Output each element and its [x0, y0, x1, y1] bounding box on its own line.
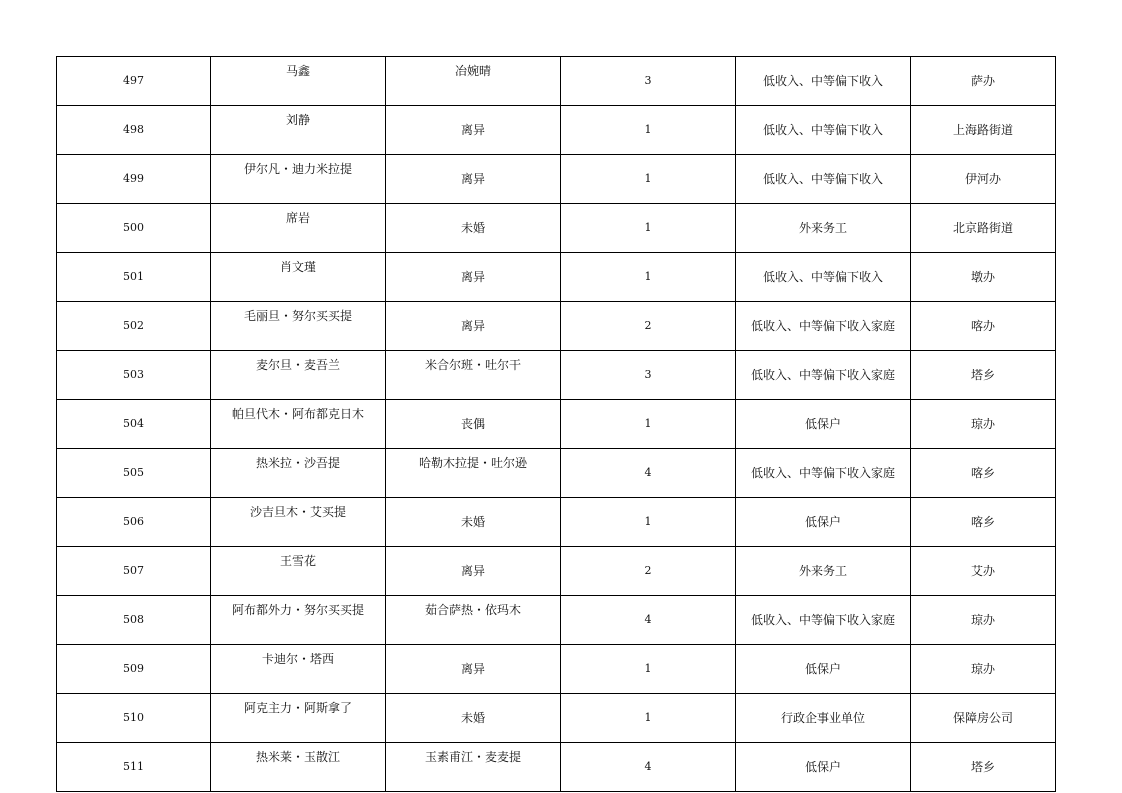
- cell-area: 喀乡: [911, 498, 1056, 547]
- cell-area: 北京路街道: [911, 204, 1056, 253]
- cell-household-size: 3: [561, 351, 736, 400]
- cell-spouse-status: 玉素甫江・麦麦提: [386, 743, 561, 792]
- cell-area: 墩办: [911, 253, 1056, 302]
- cell-household-size: 1: [561, 498, 736, 547]
- cell-spouse-status: 茹合萨热・依玛木: [386, 596, 561, 645]
- table-row: [57, 302, 1056, 351]
- table-row: [57, 547, 1056, 596]
- cell-area: 塔乡: [911, 351, 1056, 400]
- cell-area: 喀乡: [911, 449, 1056, 498]
- table-row: [57, 57, 1056, 106]
- cell-area: 喀办: [911, 302, 1056, 351]
- cell-number: 509: [57, 645, 211, 694]
- table-row: [57, 498, 1056, 547]
- cell-area: 琼办: [911, 400, 1056, 449]
- cell-name: 阿克主力・阿斯拿了: [211, 694, 386, 743]
- cell-category: 低收入、中等偏下收入家庭: [736, 596, 911, 645]
- cell-category: 低保户: [736, 498, 911, 547]
- cell-name: 刘静: [211, 106, 386, 155]
- table-row: [57, 645, 1056, 694]
- cell-household-size: 1: [561, 155, 736, 204]
- cell-spouse-status: 离异: [386, 106, 561, 155]
- cell-category: 低收入、中等偏下收入: [736, 253, 911, 302]
- cell-spouse-status: 哈勒木拉提・吐尔逊: [386, 449, 561, 498]
- cell-category: 外来务工: [736, 547, 911, 596]
- cell-household-size: 1: [561, 694, 736, 743]
- cell-area: 保障房公司: [911, 694, 1056, 743]
- cell-name: 沙吉旦木・艾买提: [211, 498, 386, 547]
- cell-area: 琼办: [911, 645, 1056, 694]
- cell-number: 507: [57, 547, 211, 596]
- cell-household-size: 4: [561, 596, 736, 645]
- cell-name: 帕旦代木・阿布都克日木: [211, 400, 386, 449]
- cell-category: 外来务工: [736, 204, 911, 253]
- cell-name: 席岩: [211, 204, 386, 253]
- cell-category: 低保户: [736, 645, 911, 694]
- cell-number: 506: [57, 498, 211, 547]
- table-row: [57, 449, 1056, 498]
- cell-spouse-status: 未婚: [386, 694, 561, 743]
- cell-household-size: 1: [561, 645, 736, 694]
- table-row: [57, 253, 1056, 302]
- table-row: [57, 106, 1056, 155]
- cell-spouse-status: 丧偶: [386, 400, 561, 449]
- table-row: [57, 204, 1056, 253]
- cell-spouse-status: 离异: [386, 253, 561, 302]
- cell-household-size: 1: [561, 253, 736, 302]
- cell-household-size: 2: [561, 547, 736, 596]
- cell-category: 低收入、中等偏下收入家庭: [736, 449, 911, 498]
- cell-area: 上海路街道: [911, 106, 1056, 155]
- cell-spouse-status: 离异: [386, 645, 561, 694]
- cell-name: 卡迪尔・塔西: [211, 645, 386, 694]
- cell-category: 低收入、中等偏下收入家庭: [736, 302, 911, 351]
- cell-name: 阿布都外力・努尔买买提: [211, 596, 386, 645]
- table-row: [57, 400, 1056, 449]
- table-row: [57, 596, 1056, 645]
- cell-spouse-status: 未婚: [386, 498, 561, 547]
- cell-name: 麦尔旦・麦吾兰: [211, 351, 386, 400]
- cell-number: 508: [57, 596, 211, 645]
- cell-number: 499: [57, 155, 211, 204]
- cell-area: 萨办: [911, 57, 1056, 106]
- cell-spouse-status: 离异: [386, 547, 561, 596]
- cell-name: 马鑫: [211, 57, 386, 106]
- cell-area: 伊河办: [911, 155, 1056, 204]
- cell-household-size: 2: [561, 302, 736, 351]
- cell-household-size: 3: [561, 57, 736, 106]
- cell-name: 毛丽旦・努尔买买提: [211, 302, 386, 351]
- cell-area: 琼办: [911, 596, 1056, 645]
- table-row: [57, 743, 1056, 792]
- cell-category: 低保户: [736, 400, 911, 449]
- cell-category: 低收入、中等偏下收入: [736, 106, 911, 155]
- cell-spouse-status: 米合尔班・吐尔干: [386, 351, 561, 400]
- cell-number: 497: [57, 57, 211, 106]
- cell-number: 501: [57, 253, 211, 302]
- cell-spouse-status: 未婚: [386, 204, 561, 253]
- cell-name: 热米拉・沙吾提: [211, 449, 386, 498]
- cell-number: 500: [57, 204, 211, 253]
- cell-household-size: 4: [561, 449, 736, 498]
- cell-number: 510: [57, 694, 211, 743]
- cell-category: 低收入、中等偏下收入: [736, 155, 911, 204]
- applicant-table-body: [57, 57, 1056, 792]
- cell-number: 498: [57, 106, 211, 155]
- cell-area: 塔乡: [911, 743, 1056, 792]
- cell-name: 热米莱・玉散江: [211, 743, 386, 792]
- cell-name: 王雪花: [211, 547, 386, 596]
- cell-category: 低收入、中等偏下收入: [736, 57, 911, 106]
- cell-household-size: 1: [561, 204, 736, 253]
- table-row: [57, 155, 1056, 204]
- cell-category: 低保户: [736, 743, 911, 792]
- cell-number: 505: [57, 449, 211, 498]
- cell-household-size: 1: [561, 106, 736, 155]
- cell-spouse-status: 冶婉晴: [386, 57, 561, 106]
- applicant-table: [56, 56, 1056, 792]
- cell-number: 511: [57, 743, 211, 792]
- cell-household-size: 4: [561, 743, 736, 792]
- cell-number: 502: [57, 302, 211, 351]
- cell-category: 低收入、中等偏下收入家庭: [736, 351, 911, 400]
- table-row: [57, 351, 1056, 400]
- cell-name: 肖文瑾: [211, 253, 386, 302]
- cell-area: 艾办: [911, 547, 1056, 596]
- cell-category: 行政企事业单位: [736, 694, 911, 743]
- cell-number: 504: [57, 400, 211, 449]
- cell-spouse-status: 离异: [386, 302, 561, 351]
- table-row: [57, 694, 1056, 743]
- cell-number: 503: [57, 351, 211, 400]
- cell-name: 伊尔凡・迪力米拉提: [211, 155, 386, 204]
- cell-spouse-status: 离异: [386, 155, 561, 204]
- cell-household-size: 1: [561, 400, 736, 449]
